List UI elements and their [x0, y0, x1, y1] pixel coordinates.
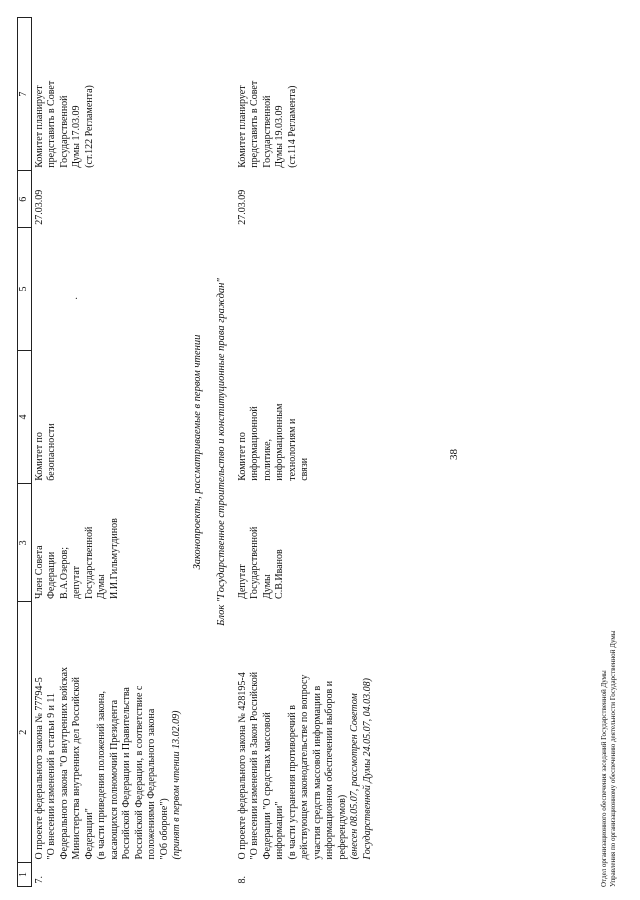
bill-title-line: Федерации" — [83, 808, 95, 860]
initiator-line: Государственной — [83, 526, 95, 599]
committee-line: связи — [299, 457, 310, 481]
plan-cell — [31, 18, 186, 171]
committee-line: безопасности — [46, 423, 57, 481]
footer-line-2: Управления по организационному обеспечению деятельности Государственной Думы — [609, 630, 617, 887]
date-cell: 27.03.09 — [236, 189, 248, 225]
bill-title-line: положениями Федерального закона — [146, 708, 157, 860]
header-col-3: 3 — [18, 484, 32, 602]
header-col-4: 4 — [18, 350, 32, 484]
header-col-2: 2 — [18, 602, 32, 862]
committee — [235, 350, 377, 484]
row-number: 7. — [33, 876, 45, 884]
bill-title-line: О проекте федерального закона № 428195-4 — [236, 672, 248, 860]
row-number: 8. — [236, 876, 248, 884]
bill-note: (внесен 08.05.07, рассмотрен Советом — [349, 693, 360, 860]
bill-note: (принят в первом чтении 13.02.09) — [171, 710, 182, 860]
plan-line: Комитет планирует — [33, 85, 45, 168]
bill-title-line: информации" — [274, 801, 285, 860]
bill-title-line: действующем законодательстве по вопросу — [299, 674, 310, 860]
col5-cell — [31, 228, 186, 351]
page-number: 38 — [448, 449, 460, 460]
initiator-line: Федерации — [46, 551, 57, 599]
section-row — [210, 18, 235, 887]
committee-line: политике, — [261, 438, 273, 481]
bill-title — [235, 602, 377, 862]
plan-line: (ст.114 Регламента) — [286, 85, 298, 168]
bill-title-line: Федерального закона "О внутренних войсках — [58, 666, 70, 860]
committee — [31, 350, 186, 484]
bill-title — [31, 602, 186, 862]
plan-line: Государственной — [261, 95, 273, 168]
initiator-line: Думы — [96, 574, 107, 599]
committee-line: информационным — [274, 403, 285, 481]
plan-cell — [235, 18, 377, 171]
section-title-block: Блок "Государственное строительство и конституционные права граждан" — [216, 278, 227, 626]
initiator-line: И.И.Гильмутдинов — [108, 518, 120, 599]
date-cell: 27.03.09 — [33, 189, 45, 225]
committee-line: технологиям и — [286, 418, 298, 481]
bill-title-line: информационном обеспечении выборов и — [324, 680, 335, 860]
initiator-line: Депутат — [236, 564, 248, 599]
table-row — [235, 18, 377, 887]
header-col-7: 7 — [18, 18, 32, 171]
bill-title-line: референдумов) — [336, 794, 348, 860]
bill-title-line: О проекте федерального закона № 77794-5 — [33, 677, 45, 860]
bill-note: Государственной Думы 24.05.07, 04.03.08) — [361, 678, 373, 860]
initiator-line: С.В.Иванов — [274, 549, 285, 599]
initiator-line: В.А.Озеров; — [58, 546, 70, 599]
plan-line: Комитет планирует — [236, 85, 248, 168]
bill-title-line: Министерства внутренних дел Российской — [71, 677, 82, 860]
bill-title-line: Российской Федерации и Правительства — [121, 687, 132, 860]
committee-line: информационной — [249, 406, 260, 481]
plan-line: Государственной — [58, 95, 70, 168]
initiator-line: Член Совета — [33, 545, 45, 599]
plan-line: представить в Совет — [249, 80, 260, 168]
bill-title-line: Российской Федерации, в соответствие с — [133, 685, 145, 860]
bill-title-line: "Об обороне") — [158, 798, 170, 860]
plan-line: Думы 19.03.09 — [274, 105, 285, 168]
header-col-5: 5 — [18, 228, 32, 351]
bill-title-line: Федерации "О средствах массовой — [261, 712, 273, 860]
header-col-6: 6 — [18, 171, 32, 228]
section-title-first-reading: Законопроекты, рассматриваемые в первом чтении — [191, 334, 203, 570]
footer-line-1: Отдел организационного обеспечения заседаний Государственной Думы — [600, 670, 608, 887]
initiator-line: Государственной — [249, 526, 260, 599]
bill-title-line: "О внесении изменений в Закон Российской — [249, 671, 260, 860]
corner-mark: · — [72, 296, 83, 300]
initiator-line: депутат — [71, 566, 82, 599]
plan-line: (ст.122 Регламента) — [83, 85, 95, 168]
bill-title-line: (в части устранения противоречий в — [286, 705, 298, 860]
bill-title-line: участия средств массовой информации в — [311, 685, 323, 860]
bill-title-line: касающихся полномочий Президента — [108, 699, 120, 860]
plan-line: Думы 17.03.09 — [71, 105, 82, 168]
col5-cell — [235, 228, 377, 351]
initiator — [31, 484, 186, 602]
footer — [600, 631, 618, 887]
table-row — [31, 18, 186, 887]
committee-line: Комитет по — [33, 432, 45, 481]
bill-title-line: "О внесении изменений в статьи 9 и 11 — [46, 692, 57, 860]
section-row — [186, 18, 211, 887]
header-col-1: 1 — [18, 862, 32, 886]
plan-line: представить в Совет — [46, 80, 57, 168]
initiator-line: Думы — [261, 574, 273, 599]
committee-line: Комитет по — [236, 432, 248, 481]
table-header-row — [18, 18, 32, 887]
bill-title-line: (в части приведения положений закона, — [96, 690, 107, 860]
bills-table — [17, 17, 376, 887]
initiator — [235, 484, 377, 602]
